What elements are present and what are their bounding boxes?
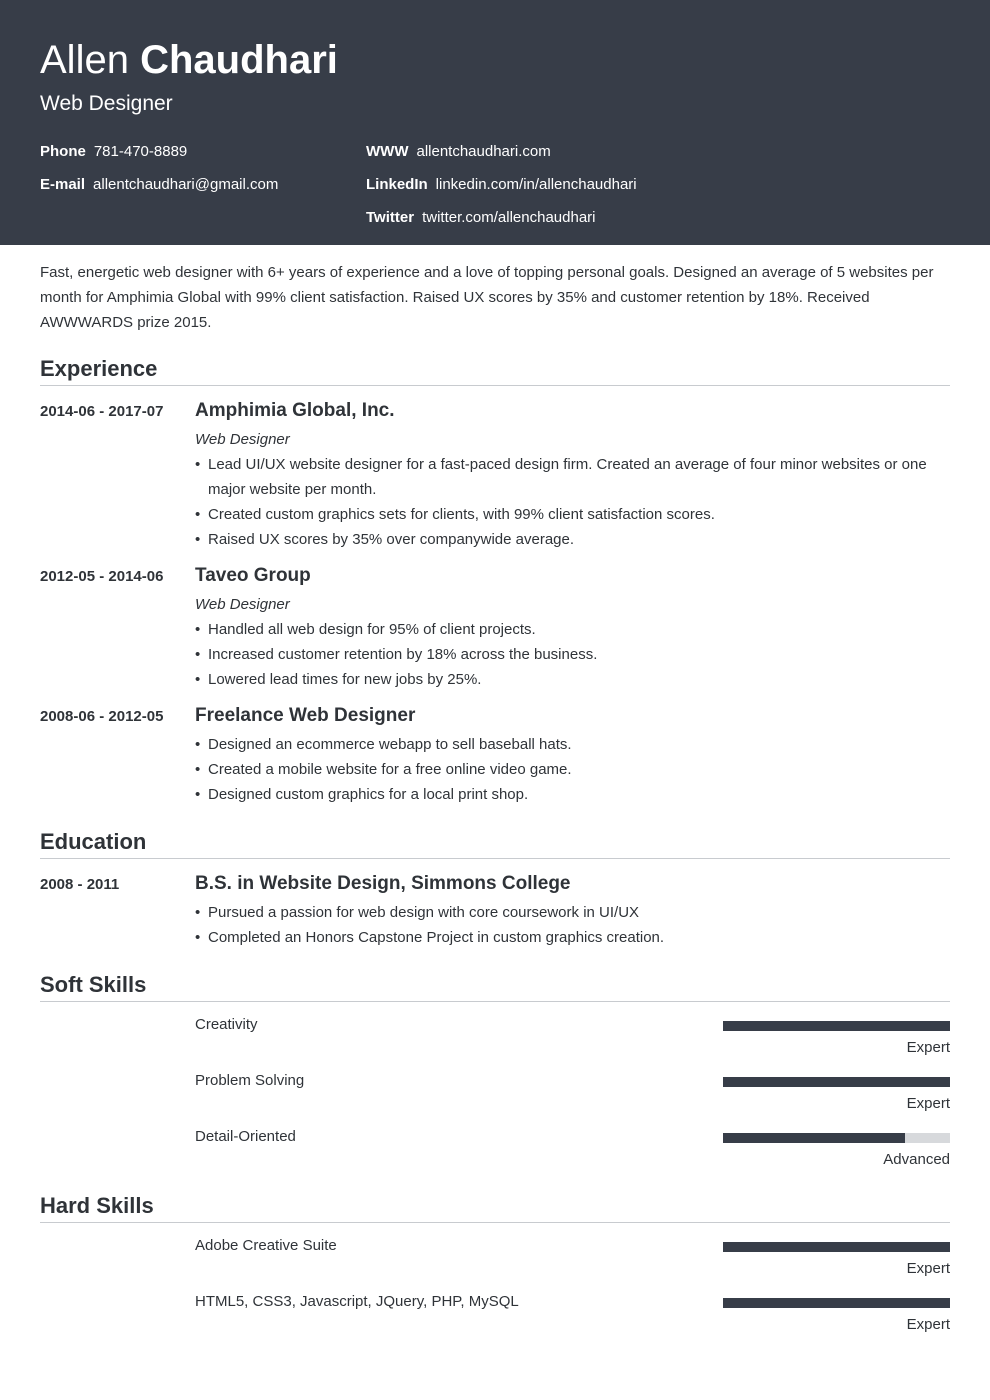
list-item-text: Lead UI/UX website designer for a fast-paced design firm. Created an average of four minor websites or one major website per month.: [208, 456, 927, 498]
list-item: [195, 617, 950, 642]
bullet-icon: •: [195, 646, 201, 663]
bullet-icon: •: [195, 786, 201, 803]
degree-title: B.S. in Website Design, Simmons College: [195, 873, 571, 894]
bullet-list: [195, 900, 950, 950]
list-item-text: Designed an ecommerce webapp to sell baseball hats.: [208, 736, 572, 753]
contact-value[interactable]: 781-470-8889: [93, 143, 188, 160]
skill-level-bar: [723, 1298, 950, 1308]
bullet-icon: •: [195, 531, 201, 548]
bullet-icon: •: [195, 929, 201, 946]
company-name: Taveo Group: [195, 565, 311, 586]
skill-level-label: Advanced: [883, 1151, 950, 1168]
list-item: [195, 502, 950, 527]
contact-label: WWW: [366, 143, 409, 160]
contact-email: [40, 175, 278, 195]
skill-row: [40, 1292, 950, 1342]
skill-level-label: Expert: [906, 1095, 950, 1112]
job-title: Web Designer: [40, 92, 173, 115]
section-divider: [40, 1222, 950, 1223]
section-divider: [40, 858, 950, 859]
skill-level-bar: [723, 1077, 950, 1087]
contact-label: E-mail: [40, 176, 86, 193]
section-divider: [40, 385, 950, 386]
skill-level-bar: [723, 1021, 950, 1031]
skill-row: [40, 1127, 950, 1177]
contact-twitter: [366, 208, 596, 228]
skill-level-label: Expert: [906, 1039, 950, 1056]
bullet-list: [195, 732, 950, 807]
contact-label: LinkedIn: [366, 176, 428, 193]
skill-row: [40, 1071, 950, 1121]
entry-body: [195, 399, 950, 552]
contact-value[interactable]: twitter.com/allenchaudhari: [422, 209, 596, 226]
skill-name: Creativity: [195, 1016, 258, 1033]
skill-level-label: Expert: [906, 1260, 950, 1277]
contact-phone: [40, 142, 187, 162]
contact-linkedin: [366, 175, 637, 195]
bullet-list: [195, 617, 950, 692]
skill-level-fill: [723, 1077, 950, 1087]
bullet-icon: •: [195, 736, 201, 753]
company-name: Amphimia Global, Inc.: [195, 400, 395, 421]
list-item: [195, 900, 950, 925]
skill-level-fill: [723, 1298, 950, 1308]
list-item: [195, 667, 950, 692]
skill-level-bar: [723, 1133, 950, 1143]
contact-website: [366, 142, 551, 162]
section-divider: [40, 1001, 950, 1002]
list-item-text: Completed an Honors Capstone Project in custom graphics creation.: [208, 929, 665, 946]
list-item-text: Designed custom graphics for a local print shop.: [208, 786, 529, 803]
list-item: [195, 642, 950, 667]
full-name: [40, 37, 338, 83]
experience-heading: Experience: [40, 356, 158, 381]
contact-value[interactable]: allentchaudhari.com: [416, 143, 551, 160]
soft-skills-heading: Soft Skills: [40, 972, 147, 997]
skill-name: HTML5, CSS3, Javascript, JQuery, PHP, MySQL: [195, 1293, 519, 1310]
list-item: [195, 732, 950, 757]
list-item-text: Created custom graphics sets for clients, with 99% client satisfaction scores.: [208, 506, 715, 523]
skill-level-fill: [723, 1133, 905, 1143]
skill-level-fill: [723, 1242, 950, 1252]
bullet-icon: •: [195, 671, 201, 688]
resume-header: [0, 0, 990, 245]
list-item-text: Pursued a passion for web design with core coursework in UI/UX: [208, 904, 640, 921]
skill-row: [40, 1236, 950, 1286]
entry-body: [195, 564, 950, 692]
entry-dates: 2012-05 - 2014-06: [40, 568, 164, 585]
contact-label: Phone: [40, 143, 86, 160]
skill-row: [40, 1015, 950, 1065]
contact-value[interactable]: linkedin.com/in/allenchaudhari: [435, 176, 637, 193]
list-item-text: Lowered lead times for new jobs by 25%.: [208, 671, 482, 688]
bullet-icon: •: [195, 506, 201, 523]
bullet-icon: •: [195, 904, 201, 921]
last-name: Chaudhari: [140, 38, 338, 82]
skill-level-fill: [723, 1021, 950, 1031]
list-item: [195, 782, 950, 807]
contact-label: Twitter: [366, 209, 415, 226]
skill-name: Detail-Oriented: [195, 1128, 296, 1145]
job-role: Web Designer: [195, 431, 290, 448]
profile-summary: Fast, energetic web designer with 6+ years of experience and a love of topping personal goals. Designed an average of 5 websites per month for Amphimia Global with 99% client satisfaction. Raised UX scores by 35% and customer retention by 18%. Received AWWWARDS prize 2015.: [40, 264, 934, 331]
bullet-icon: •: [195, 621, 201, 638]
entry-dates: 2008 - 2011: [40, 876, 120, 893]
entry-body: [195, 872, 950, 950]
bullet-icon: •: [195, 761, 201, 778]
company-name: Freelance Web Designer: [195, 705, 416, 726]
list-item-text: Increased customer retention by 18% across the business.: [208, 646, 598, 663]
list-item: [195, 527, 950, 552]
entry-dates: 2014-06 - 2017-07: [40, 403, 164, 420]
bullet-list: [195, 452, 950, 552]
job-role: Web Designer: [195, 596, 290, 613]
first-name: Allen: [40, 38, 129, 82]
list-item: [195, 757, 950, 782]
skill-level-label: Expert: [906, 1316, 950, 1333]
entry-body: [195, 704, 950, 807]
list-item: [195, 925, 950, 950]
list-item-text: Created a mobile website for a free online video game.: [208, 761, 572, 778]
contact-value[interactable]: allentchaudhari@gmail.com: [93, 176, 279, 193]
skill-level-bar: [723, 1242, 950, 1252]
hard-skills-heading: Hard Skills: [40, 1193, 154, 1218]
bullet-icon: •: [195, 456, 201, 473]
list-item: [195, 452, 950, 502]
list-item-text: Raised UX scores by 35% over companywide average.: [208, 531, 575, 548]
education-heading: Education: [40, 829, 147, 854]
entry-dates: 2008-06 - 2012-05: [40, 708, 164, 725]
skill-name: Problem Solving: [195, 1072, 305, 1089]
skill-name: Adobe Creative Suite: [195, 1237, 337, 1254]
list-item-text: Handled all web design for 95% of client projects.: [208, 621, 536, 638]
